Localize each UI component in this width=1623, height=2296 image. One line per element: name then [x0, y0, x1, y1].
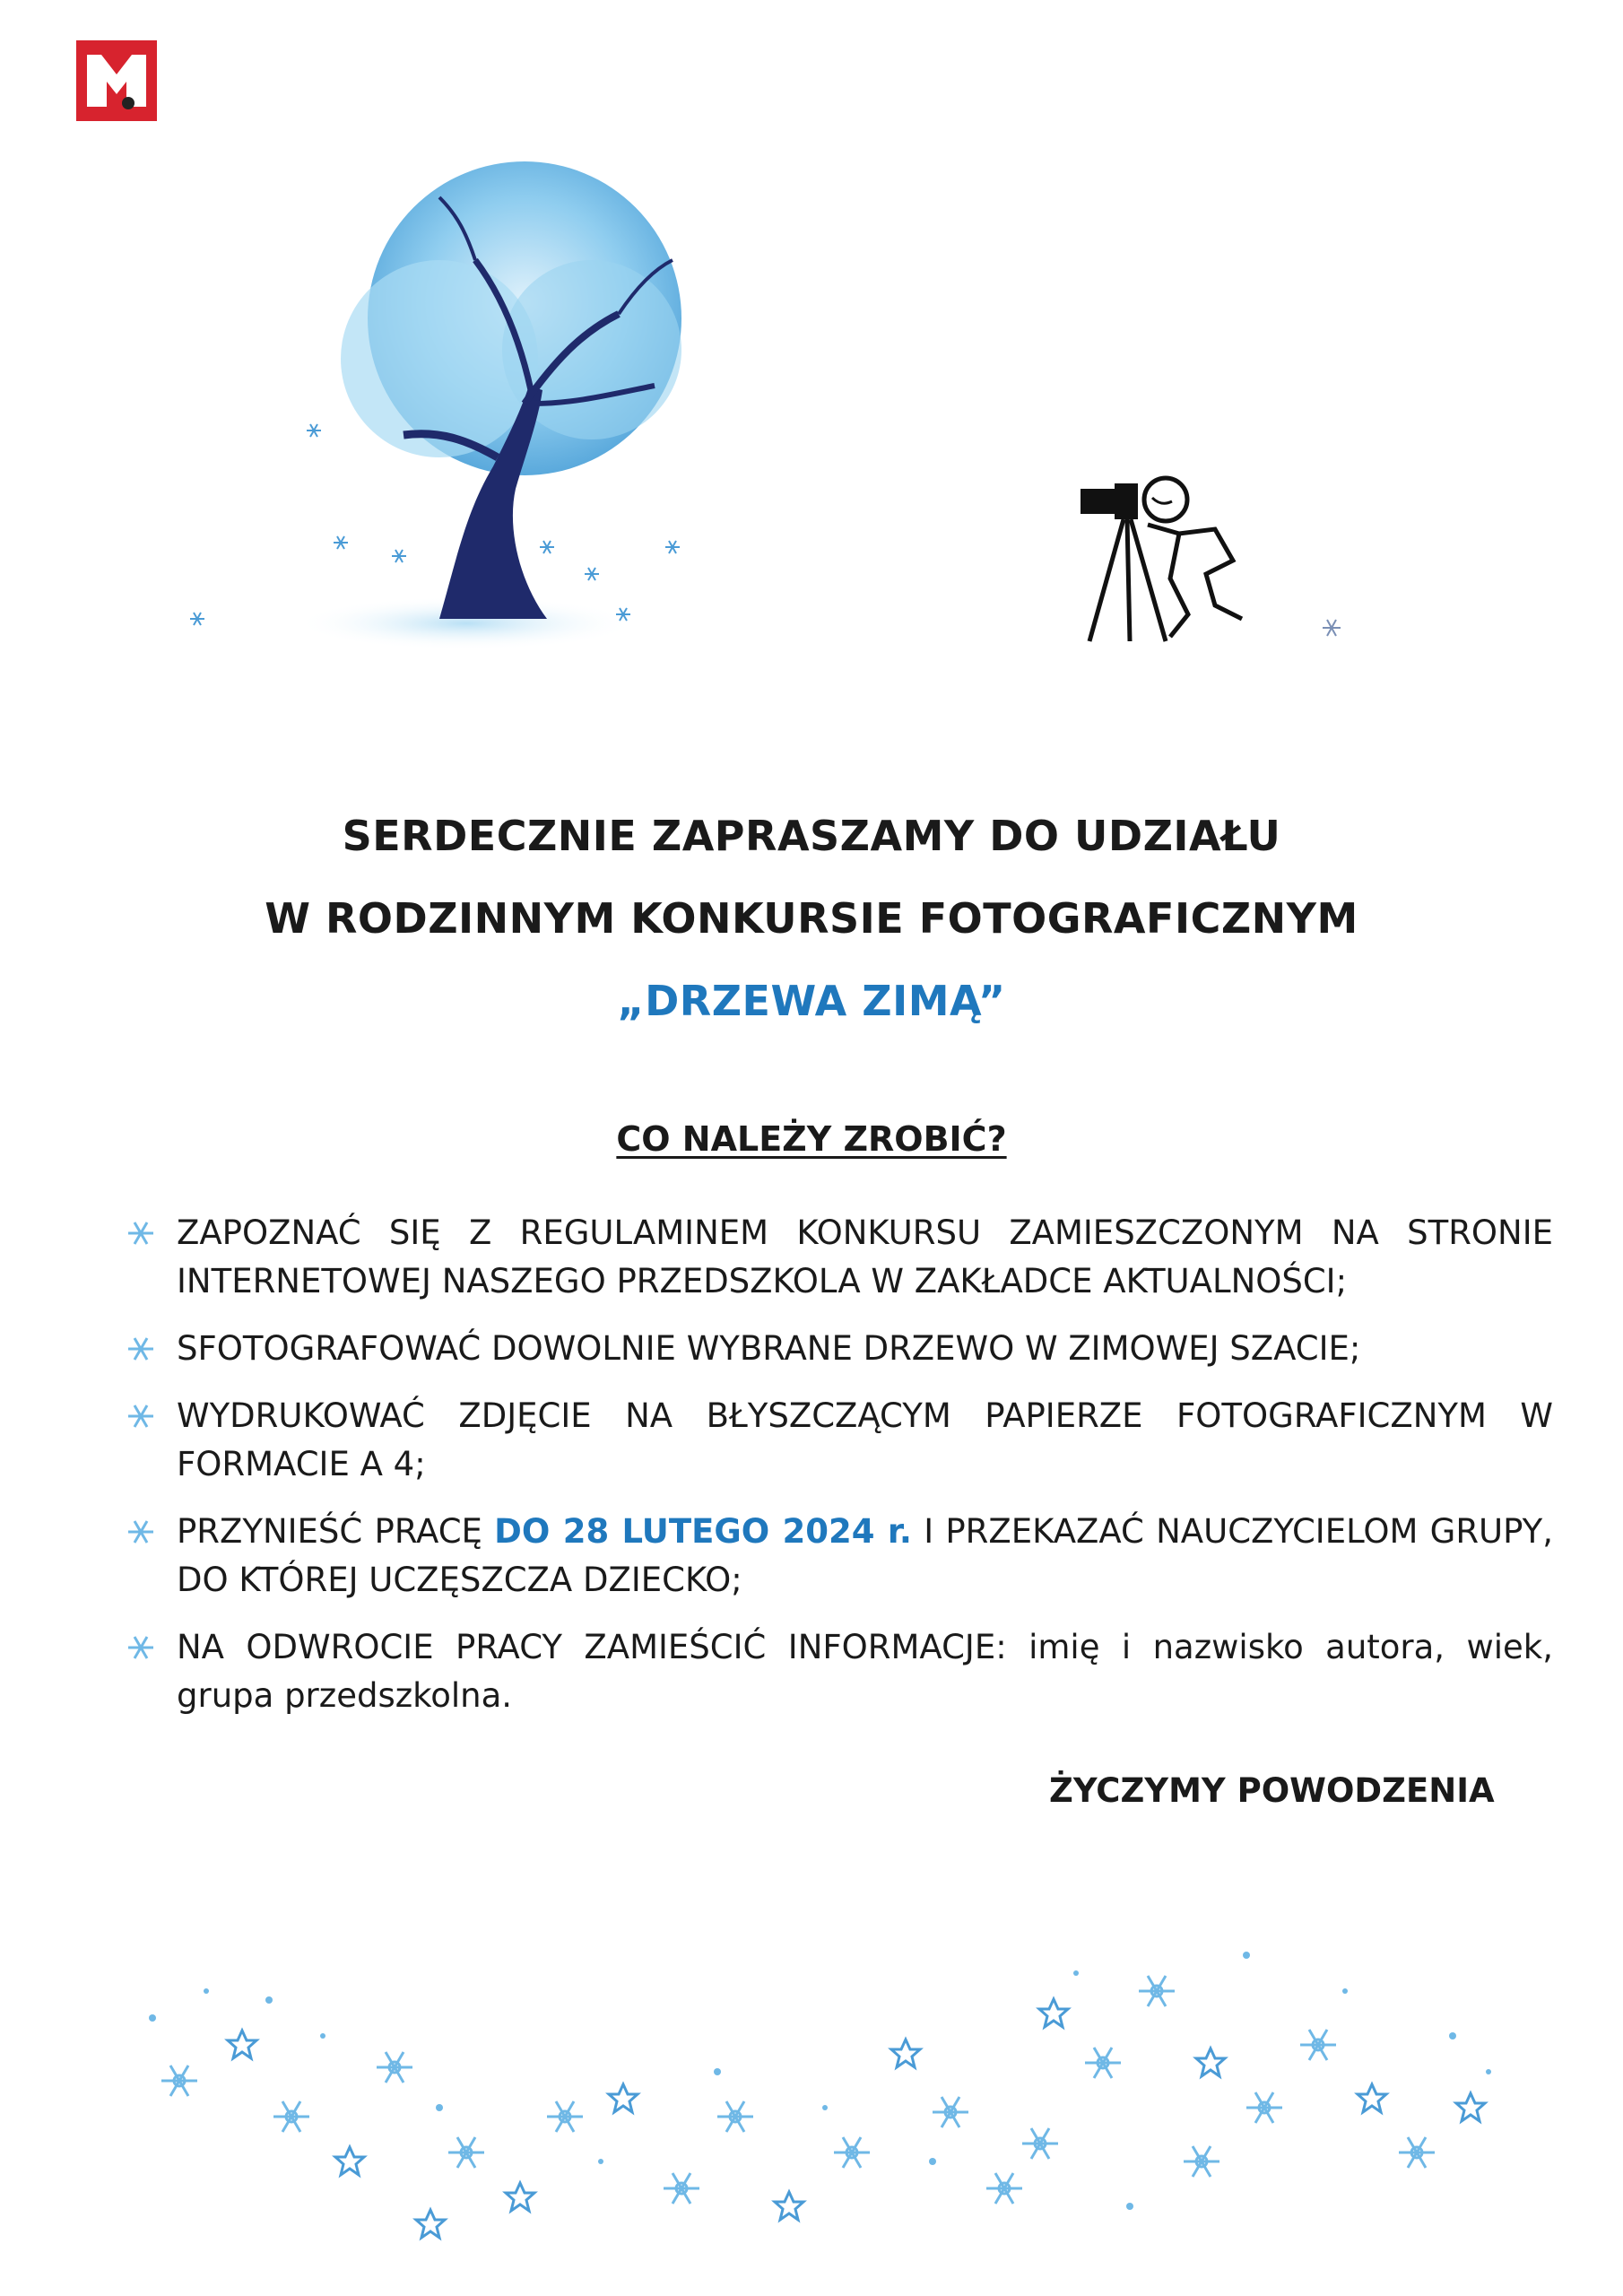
title-line-1: SERDECZNIE ZAPRASZAMY DO UDZIAŁU [342, 812, 1281, 860]
list-item [126, 1508, 1553, 1605]
step-text: WYDRUKOWAĆ ZDJĘCIE NA BŁYSZCZĄCYM PAPIERZE FOTOGRAFICZNYM W FORMACIE A 4; [177, 1396, 1553, 1483]
section-subtitle: CO NALEŻY ZROBIĆ? [616, 1119, 1007, 1159]
snowflake-bullet-icon [126, 1517, 156, 1547]
snowflake-bullet-icon [126, 1334, 156, 1364]
deadline-highlight: DO 28 LUTEGO 2024 r. [494, 1512, 912, 1551]
step-text-after: I PRZEKAZAĆ NAUCZYCIELOM GRUPY, DO KTÓREJ UCZĘSZCZA DZIECKO; [177, 1512, 1553, 1599]
snowflake-icon [1318, 614, 1345, 641]
snowflake-bullet-icon [126, 1401, 156, 1431]
snowflake-band-icon [143, 1937, 1506, 2242]
photographer-icon [1072, 462, 1278, 650]
m-logo-icon [76, 40, 157, 121]
step-text: NA ODWROCIE PRACY ZAMIEŚCIĆ INFORMACJE: imię i nazwisko autora, wiek, grupa przedszkolna. [177, 1628, 1553, 1715]
winter-tree-icon [170, 135, 753, 664]
snowflake-bullet-icon [126, 1632, 156, 1663]
list-item [126, 1392, 1553, 1489]
list-item [126, 1325, 1553, 1373]
step-text-before: PRZYNIEŚĆ PRACĘ [177, 1512, 495, 1551]
steps-list [126, 1209, 1553, 1739]
list-item [126, 1623, 1553, 1720]
title-line-2: W RODZINNYM KONKURSIE FOTOGRAFICZNYM [265, 894, 1358, 943]
closing-text: ŻYCZYMY POWODZENIA [1049, 1771, 1495, 1810]
snowflake-bullet-icon [126, 1218, 156, 1248]
contest-name: „DRZEWA ZIMĄ” [617, 977, 1006, 1025]
list-item [126, 1209, 1553, 1306]
step-text: ZAPOZNAĆ SIĘ Z REGULAMINEM KONKURSU ZAMIESZCZONYM NA STRONIE INTERNETOWEJ NASZEGO PRZEDSZKOLA W ZAKŁADCE AKTUALNOŚCI; [177, 1213, 1553, 1300]
step-text: SFOTOGRAFOWAĆ DOWOLNIE WYBRANE DRZEWO W ZIMOWEJ SZACIE; [177, 1329, 1361, 1368]
